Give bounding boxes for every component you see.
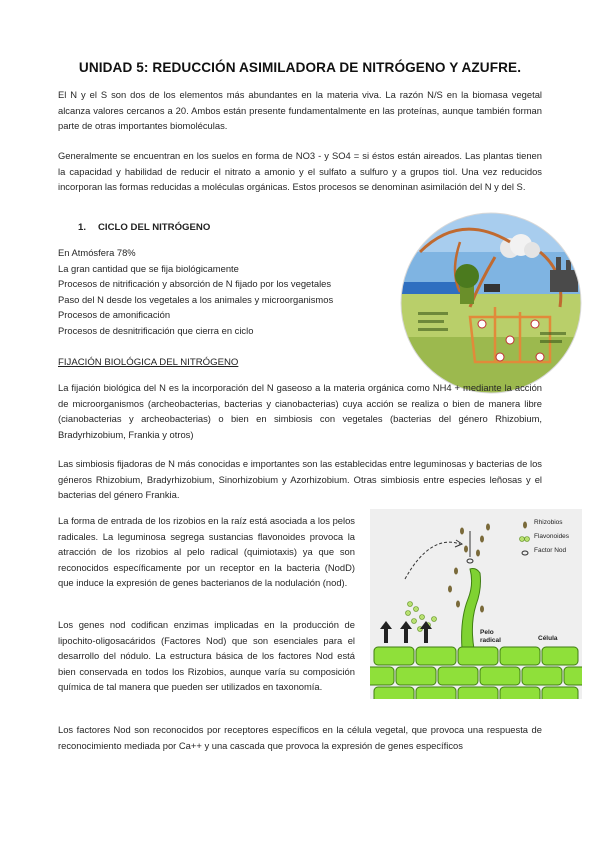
root-hair-figure — [370, 509, 582, 699]
paragraph-entry: La forma de entrada de los rizobios en la raíz está asociada a los pelos radicales. La leguminosa segrega sustancias flavonoides provoca la atracción de los rizobios al pelo radical (quimiotaxis) ya que son reconocidos específicamente por un receptor en la bacteria (NodD) que induce la expresión de genes bacterianos de la nodulación (nod). — [58, 515, 355, 589]
paragraph-nod-factors: Los factores Nod son reconocidos por receptores específicos en la célula vegetal, que provoca una respuesta de reconocimiento mediada por Ca++ y una cascada que provoca la expresión de genes específicos — [58, 724, 542, 751]
label-celula: Célula — [538, 635, 558, 642]
list-item: La gran cantidad que se fija biológicamente — [58, 262, 239, 274]
list-item: Paso del N desde los vegetales a los animales y microorganismos — [58, 293, 334, 305]
paragraph-nod-genes: Los genes nod codifican enzimas implicadas en la producción de lipochito-oligosacáridos (Factores Nod) que son esenciales para el desarrollo del nódulo. La estructura básica de los factores Nod está bien conservada en todos los Rizobios, aunque varía su composición química de tal manera que pueden ser utilizados en taxonomía. — [58, 619, 355, 693]
section-heading — [78, 222, 210, 233]
section-title: CICLO DEL NITRÓGENO — [98, 222, 211, 233]
list-item: Procesos de amonificación — [58, 309, 171, 321]
legend-flavonoides: Flavonoides — [534, 533, 570, 540]
section-number: 1. — [78, 222, 87, 233]
label-pelo-radical: Pelo radical — [480, 629, 501, 644]
paragraph-symbiosis: Las simbiosis fijadoras de N más conocidas e importantes son las establecidas entre leguminosas y bacterias de los géneros Rhizobium, Bradyrhizobium, Sinorhizobium y Azorhizobium. Otras simbiosis entre especies leñosas y el bacterias del género Frankia. — [58, 458, 542, 501]
list-item: En Atmósfera 78% — [58, 247, 136, 258]
page-title: UNIDAD 5: REDUCCIÓN ASIMILADORA DE NITRÓGENO Y AZUFRE. — [78, 60, 522, 75]
nitrogen-cycle-figure — [400, 212, 582, 394]
paragraph-intro: El N y el S son dos de los elementos más abundantes en la materia viva. La razón N/S en la biomasa vegetal alcanza valores cercanos a 20. Ambos están presente fundamentalmente en las proteínas, aunque también forman parte de otras importantes biomoléculas. — [58, 89, 542, 132]
legend-factor-nod: Factor Nod — [534, 547, 567, 554]
paragraph-soil-forms: Generalmente se encuentran en los suelos en forma de NO3 - y SO4 = si éstos están aireados. Las plantas tienen la capacidad y habilidad de reducir el nitrato a amonio y el sulfato a sulfuro y a grupos tiol. Una vez reducidos incorporan las formas reducidas a moléculas orgánicas. Estos procesos se denominan asimilación del N y del S. — [58, 150, 542, 193]
list-item: Procesos de desnitrificación que cierra en ciclo — [58, 324, 254, 336]
cycle-list — [58, 245, 333, 339]
legend-rhizobios: Rhizobios — [534, 519, 563, 526]
subsection-heading: FIJACIÓN BIOLÓGICA DEL NITRÓGENO — [58, 357, 239, 368]
paragraph-fixation: La fijación biológica del N es la incorporación del N gaseoso a la materia orgánica como NH4 + mediante la acción de microorganismos (archeobacterias, bacterias y cianobacterias) cuya acción se realiza o bien de manera libre (cianobacterias y archeobacterias) o bien en simbiosis con vegetales (bacterias del género Rhizobium, Bradyrhizobium, Frankia y otros) — [58, 382, 542, 440]
list-item: Procesos de nitrificación y absorción de N fijado por los vegetales — [58, 278, 332, 290]
